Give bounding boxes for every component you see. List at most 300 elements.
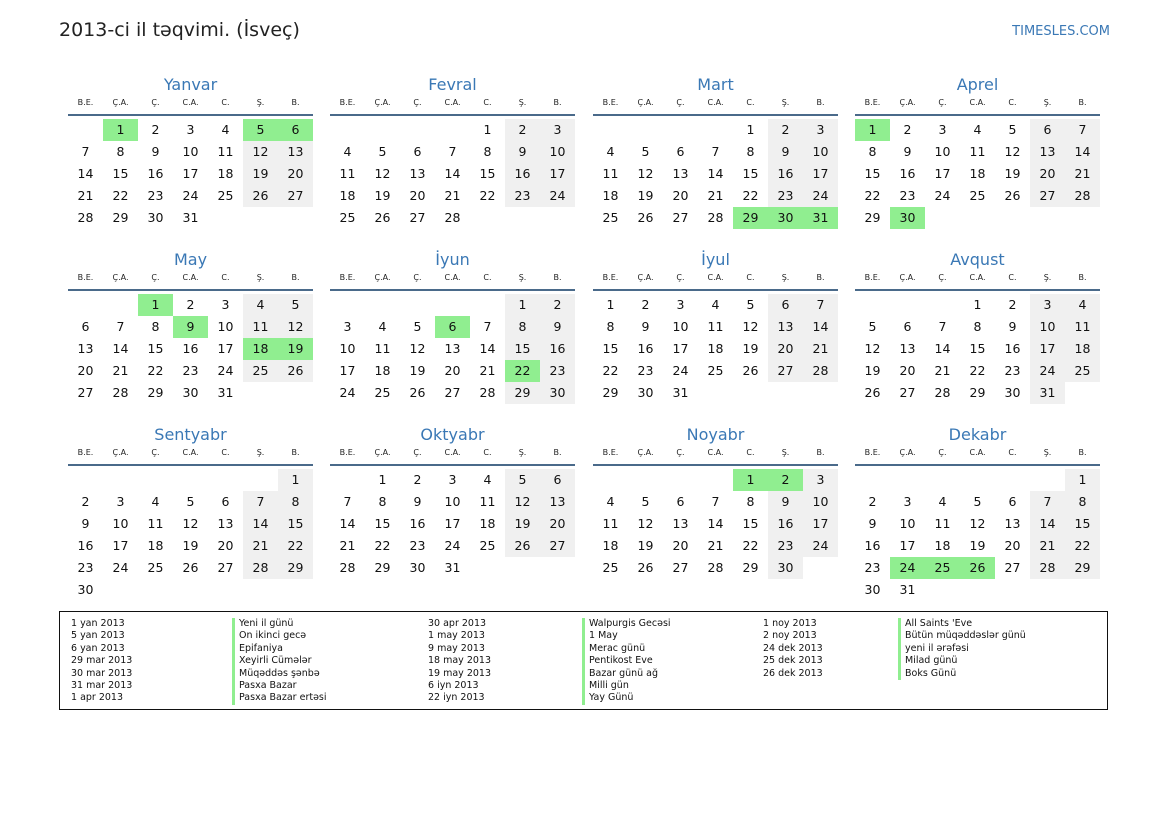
day-cell[interactable]: 8 [483, 144, 492, 159]
day-cell[interactable]: 24 [339, 385, 356, 400]
day-cell[interactable]: 2 [413, 472, 422, 487]
day-cell[interactable]: 14 [112, 341, 129, 356]
day-cell[interactable]: 23 [505, 185, 540, 207]
day-cell[interactable]: 14 [77, 166, 94, 181]
day-cell[interactable]: 26 [637, 210, 654, 225]
day-cell[interactable]: 20 [217, 538, 234, 553]
day-cell[interactable]: 12 [742, 319, 759, 334]
day-cell[interactable]: 27 [444, 385, 461, 400]
day-cell[interactable]: 24 [890, 557, 925, 579]
day-cell[interactable]: 12 [278, 316, 313, 338]
day-cell[interactable]: 2 [505, 119, 540, 141]
day-cell[interactable]: 13 [77, 341, 94, 356]
day-cell[interactable]: 28 [707, 210, 724, 225]
day-cell[interactable]: 1 [746, 122, 755, 137]
day-cell[interactable]: 25 [217, 188, 234, 203]
day-cell[interactable]: 2 [768, 469, 803, 491]
day-cell[interactable]: 21 [243, 535, 278, 557]
day-cell[interactable]: 17 [672, 341, 689, 356]
day-cell[interactable]: 18 [243, 338, 278, 360]
day-cell[interactable]: 1 [505, 294, 540, 316]
day-cell[interactable]: 26 [742, 363, 759, 378]
day-cell[interactable]: 5 [505, 469, 540, 491]
day-cell[interactable]: 29 [1065, 557, 1100, 579]
day-cell[interactable]: 30 [768, 557, 803, 579]
day-cell[interactable]: 30 [409, 560, 426, 575]
day-cell[interactable]: 17 [112, 538, 129, 553]
day-cell[interactable]: 25 [925, 557, 960, 579]
day-cell[interactable]: 18 [479, 516, 496, 531]
day-cell[interactable]: 20 [672, 538, 689, 553]
day-cell[interactable]: 28 [112, 385, 129, 400]
day-cell[interactable]: 20 [278, 163, 313, 185]
day-cell[interactable]: 5 [186, 494, 195, 509]
day-cell[interactable]: 12 [637, 166, 654, 181]
day-cell[interactable]: 19 [969, 538, 986, 553]
day-cell[interactable]: 17 [1030, 338, 1065, 360]
day-cell[interactable]: 17 [182, 166, 199, 181]
day-cell[interactable]: 8 [116, 144, 125, 159]
day-cell[interactable]: 28 [444, 210, 461, 225]
day-cell[interactable]: 26 [409, 385, 426, 400]
day-cell[interactable]: 17 [540, 163, 575, 185]
day-cell[interactable]: 19 [278, 338, 313, 360]
day-cell[interactable]: 21 [1065, 163, 1100, 185]
day-cell[interactable]: 29 [864, 210, 881, 225]
day-cell[interactable]: 17 [444, 516, 461, 531]
day-cell[interactable]: 6 [278, 119, 313, 141]
day-cell[interactable]: 27 [278, 185, 313, 207]
day-cell[interactable]: 24 [672, 363, 689, 378]
day-cell[interactable]: 24 [934, 188, 951, 203]
day-cell[interactable]: 15 [278, 513, 313, 535]
day-cell[interactable]: 21 [707, 538, 724, 553]
day-cell[interactable]: 2 [768, 119, 803, 141]
day-cell[interactable]: 26 [864, 385, 881, 400]
day-cell[interactable]: 4 [378, 319, 387, 334]
day-cell[interactable]: 30 [864, 582, 881, 597]
day-cell[interactable]: 11 [602, 166, 619, 181]
day-cell[interactable]: 22 [602, 363, 619, 378]
day-cell[interactable]: 1 [103, 119, 138, 141]
day-cell[interactable]: 26 [374, 210, 391, 225]
day-cell[interactable]: 19 [374, 188, 391, 203]
day-cell[interactable]: 5 [278, 294, 313, 316]
day-cell[interactable]: 18 [217, 166, 234, 181]
day-cell[interactable]: 15 [374, 516, 391, 531]
day-cell[interactable]: 30 [1004, 385, 1021, 400]
day-cell[interactable]: 1 [973, 297, 982, 312]
day-cell[interactable]: 10 [540, 141, 575, 163]
day-cell[interactable]: 20 [672, 188, 689, 203]
day-cell[interactable]: 23 [899, 188, 916, 203]
day-cell[interactable]: 31 [672, 385, 689, 400]
day-cell[interactable]: 27 [409, 210, 426, 225]
day-cell[interactable]: 29 [278, 557, 313, 579]
day-cell[interactable]: 7 [448, 144, 457, 159]
day-cell[interactable]: 4 [221, 122, 230, 137]
day-cell[interactable]: 28 [339, 560, 356, 575]
day-cell[interactable]: 4 [1065, 294, 1100, 316]
day-cell[interactable]: 25 [969, 188, 986, 203]
day-cell[interactable]: 16 [768, 513, 803, 535]
day-cell[interactable]: 20 [409, 188, 426, 203]
day-cell[interactable]: 3 [938, 122, 947, 137]
day-cell[interactable]: 6 [221, 494, 230, 509]
brand-link[interactable]: TIMESLES.COM [1012, 24, 1110, 39]
day-cell[interactable]: 30 [540, 382, 575, 404]
day-cell[interactable]: 5 [868, 319, 877, 334]
day-cell[interactable]: 7 [1065, 119, 1100, 141]
day-cell[interactable]: 17 [339, 363, 356, 378]
day-cell[interactable]: 23 [77, 560, 94, 575]
day-cell[interactable]: 22 [742, 538, 759, 553]
day-cell[interactable]: 7 [711, 494, 720, 509]
day-cell[interactable]: 27 [217, 560, 234, 575]
day-cell[interactable]: 18 [1065, 338, 1100, 360]
day-cell[interactable]: 14 [479, 341, 496, 356]
day-cell[interactable]: 18 [147, 538, 164, 553]
day-cell[interactable]: 3 [803, 469, 838, 491]
day-cell[interactable]: 12 [864, 341, 881, 356]
day-cell[interactable]: 23 [637, 363, 654, 378]
day-cell[interactable]: 11 [243, 316, 278, 338]
day-cell[interactable]: 7 [81, 144, 90, 159]
day-cell[interactable]: 25 [339, 210, 356, 225]
day-cell[interactable]: 24 [803, 535, 838, 557]
day-cell[interactable]: 31 [182, 210, 199, 225]
day-cell[interactable]: 26 [278, 360, 313, 382]
day-cell[interactable]: 16 [147, 166, 164, 181]
day-cell[interactable]: 11 [479, 494, 496, 509]
day-cell[interactable]: 4 [711, 297, 720, 312]
day-cell[interactable]: 5 [641, 144, 650, 159]
day-cell[interactable]: 28 [243, 557, 278, 579]
day-cell[interactable]: 17 [934, 166, 951, 181]
day-cell[interactable]: 6 [768, 294, 803, 316]
day-cell[interactable]: 21 [934, 363, 951, 378]
day-cell[interactable]: 28 [1030, 557, 1065, 579]
day-cell[interactable]: 27 [77, 385, 94, 400]
day-cell[interactable]: 12 [182, 516, 199, 531]
day-cell[interactable]: 24 [112, 560, 129, 575]
day-cell[interactable]: 6 [676, 144, 685, 159]
day-cell[interactable]: 27 [899, 385, 916, 400]
day-cell[interactable]: 24 [1030, 360, 1065, 382]
day-cell[interactable]: 25 [602, 210, 619, 225]
day-cell[interactable]: 22 [479, 188, 496, 203]
day-cell[interactable]: 9 [413, 494, 422, 509]
day-cell[interactable]: 15 [147, 341, 164, 356]
day-cell[interactable]: 30 [182, 385, 199, 400]
day-cell[interactable]: 28 [77, 210, 94, 225]
day-cell[interactable]: 22 [742, 188, 759, 203]
day-cell[interactable]: 11 [969, 144, 986, 159]
day-cell[interactable]: 10 [1030, 316, 1065, 338]
day-cell[interactable]: 7 [243, 491, 278, 513]
day-cell[interactable]: 29 [505, 382, 540, 404]
day-cell[interactable]: 6 [1030, 119, 1065, 141]
day-cell[interactable]: 2 [81, 494, 90, 509]
day-cell[interactable]: 30 [890, 207, 925, 229]
day-cell[interactable]: 20 [1030, 163, 1065, 185]
day-cell[interactable]: 17 [803, 163, 838, 185]
day-cell[interactable]: 14 [934, 341, 951, 356]
day-cell[interactable]: 23 [768, 185, 803, 207]
day-cell[interactable]: 31 [217, 385, 234, 400]
day-cell[interactable]: 23 [147, 188, 164, 203]
day-cell[interactable]: 31 [1030, 382, 1065, 404]
day-cell[interactable]: 16 [505, 163, 540, 185]
day-cell[interactable]: 29 [733, 207, 768, 229]
day-cell[interactable]: 23 [768, 535, 803, 557]
day-cell[interactable]: 13 [217, 516, 234, 531]
day-cell[interactable]: 15 [742, 516, 759, 531]
day-cell[interactable]: 24 [444, 538, 461, 553]
day-cell[interactable]: 4 [973, 122, 982, 137]
day-cell[interactable]: 6 [413, 144, 422, 159]
day-cell[interactable]: 7 [483, 319, 492, 334]
day-cell[interactable]: 18 [339, 188, 356, 203]
day-cell[interactable]: 22 [864, 188, 881, 203]
day-cell[interactable]: 28 [803, 360, 838, 382]
day-cell[interactable]: 13 [540, 491, 575, 513]
day-cell[interactable]: 9 [151, 144, 160, 159]
day-cell[interactable]: 27 [672, 560, 689, 575]
day-cell[interactable]: 14 [444, 166, 461, 181]
day-cell[interactable]: 25 [243, 360, 278, 382]
day-cell[interactable]: 8 [606, 319, 615, 334]
day-cell[interactable]: 21 [803, 338, 838, 360]
day-cell[interactable]: 23 [409, 538, 426, 553]
day-cell[interactable]: 7 [711, 144, 720, 159]
day-cell[interactable]: 11 [374, 341, 391, 356]
day-cell[interactable]: 13 [768, 316, 803, 338]
day-cell[interactable]: 23 [1004, 363, 1021, 378]
day-cell[interactable]: 30 [768, 207, 803, 229]
day-cell[interactable]: 14 [339, 516, 356, 531]
day-cell[interactable]: 23 [864, 560, 881, 575]
day-cell[interactable]: 19 [742, 341, 759, 356]
day-cell[interactable]: 2 [868, 494, 877, 509]
day-cell[interactable]: 28 [1065, 185, 1100, 207]
day-cell[interactable]: 8 [378, 494, 387, 509]
day-cell[interactable]: 13 [899, 341, 916, 356]
day-cell[interactable]: 19 [864, 363, 881, 378]
day-cell[interactable]: 8 [973, 319, 982, 334]
day-cell[interactable]: 9 [540, 316, 575, 338]
day-cell[interactable]: 13 [1030, 141, 1065, 163]
day-cell[interactable]: 25 [707, 363, 724, 378]
day-cell[interactable]: 23 [182, 363, 199, 378]
day-cell[interactable]: 12 [243, 141, 278, 163]
day-cell[interactable]: 21 [444, 188, 461, 203]
day-cell[interactable]: 11 [339, 166, 356, 181]
day-cell[interactable]: 9 [173, 316, 208, 338]
day-cell[interactable]: 3 [676, 297, 685, 312]
day-cell[interactable]: 18 [374, 363, 391, 378]
day-cell[interactable]: 20 [768, 338, 803, 360]
day-cell[interactable]: 27 [540, 535, 575, 557]
day-cell[interactable]: 16 [182, 341, 199, 356]
day-cell[interactable]: 6 [81, 319, 90, 334]
day-cell[interactable]: 13 [278, 141, 313, 163]
day-cell[interactable]: 15 [112, 166, 129, 181]
day-cell[interactable]: 21 [77, 188, 94, 203]
day-cell[interactable]: 10 [899, 516, 916, 531]
day-cell[interactable]: 5 [243, 119, 278, 141]
day-cell[interactable]: 25 [602, 560, 619, 575]
day-cell[interactable]: 20 [540, 513, 575, 535]
day-cell[interactable]: 12 [1004, 144, 1021, 159]
day-cell[interactable]: 7 [803, 294, 838, 316]
day-cell[interactable]: 10 [444, 494, 461, 509]
day-cell[interactable]: 4 [606, 144, 615, 159]
day-cell[interactable]: 5 [973, 494, 982, 509]
day-cell[interactable]: 14 [243, 513, 278, 535]
day-cell[interactable]: 15 [864, 166, 881, 181]
day-cell[interactable]: 25 [1065, 360, 1100, 382]
day-cell[interactable]: 11 [147, 516, 164, 531]
day-cell[interactable]: 6 [540, 469, 575, 491]
day-cell[interactable]: 2 [641, 297, 650, 312]
day-cell[interactable]: 9 [768, 141, 803, 163]
day-cell[interactable]: 21 [1030, 535, 1065, 557]
day-cell[interactable]: 12 [505, 491, 540, 513]
day-cell[interactable]: 28 [479, 385, 496, 400]
day-cell[interactable]: 1 [606, 297, 615, 312]
day-cell[interactable]: 8 [151, 319, 160, 334]
day-cell[interactable]: 3 [116, 494, 125, 509]
day-cell[interactable]: 26 [182, 560, 199, 575]
day-cell[interactable]: 26 [960, 557, 995, 579]
day-cell[interactable]: 11 [707, 319, 724, 334]
day-cell[interactable]: 5 [413, 319, 422, 334]
day-cell[interactable]: 18 [602, 188, 619, 203]
day-cell[interactable]: 24 [540, 185, 575, 207]
day-cell[interactable]: 21 [479, 363, 496, 378]
day-cell[interactable]: 5 [641, 494, 650, 509]
day-cell[interactable]: 4 [151, 494, 160, 509]
day-cell[interactable]: 8 [1065, 491, 1100, 513]
day-cell[interactable]: 8 [868, 144, 877, 159]
day-cell[interactable]: 9 [903, 144, 912, 159]
day-cell[interactable]: 27 [672, 210, 689, 225]
day-cell[interactable]: 7 [938, 319, 947, 334]
day-cell[interactable]: 2 [903, 122, 912, 137]
day-cell[interactable]: 26 [243, 185, 278, 207]
day-cell[interactable]: 6 [903, 319, 912, 334]
day-cell[interactable]: 14 [1065, 141, 1100, 163]
day-cell[interactable]: 22 [278, 535, 313, 557]
day-cell[interactable]: 17 [803, 513, 838, 535]
day-cell[interactable]: 15 [602, 341, 619, 356]
day-cell[interactable]: 3 [1030, 294, 1065, 316]
day-cell[interactable]: 9 [81, 516, 90, 531]
day-cell[interactable]: 17 [217, 341, 234, 356]
day-cell[interactable]: 22 [112, 188, 129, 203]
day-cell[interactable]: 11 [934, 516, 951, 531]
day-cell[interactable]: 8 [505, 316, 540, 338]
day-cell[interactable]: 12 [374, 166, 391, 181]
day-cell[interactable]: 30 [147, 210, 164, 225]
day-cell[interactable]: 22 [969, 363, 986, 378]
day-cell[interactable]: 1 [378, 472, 387, 487]
day-cell[interactable]: 27 [768, 360, 803, 382]
day-cell[interactable]: 3 [540, 119, 575, 141]
day-cell[interactable]: 9 [768, 491, 803, 513]
day-cell[interactable]: 9 [641, 319, 650, 334]
day-cell[interactable]: 9 [868, 516, 877, 531]
day-cell[interactable]: 18 [707, 341, 724, 356]
day-cell[interactable]: 11 [602, 516, 619, 531]
day-cell[interactable]: 16 [1004, 341, 1021, 356]
day-cell[interactable]: 5 [746, 297, 755, 312]
day-cell[interactable]: 3 [186, 122, 195, 137]
day-cell[interactable]: 14 [1030, 513, 1065, 535]
day-cell[interactable]: 1 [483, 122, 492, 137]
day-cell[interactable]: 22 [147, 363, 164, 378]
day-cell[interactable]: 12 [409, 341, 426, 356]
day-cell[interactable]: 2 [151, 122, 160, 137]
day-cell[interactable]: 18 [934, 538, 951, 553]
day-cell[interactable]: 11 [1065, 316, 1100, 338]
day-cell[interactable]: 7 [1030, 491, 1065, 513]
day-cell[interactable]: 10 [339, 341, 356, 356]
day-cell[interactable]: 22 [505, 360, 540, 382]
day-cell[interactable]: 21 [707, 188, 724, 203]
day-cell[interactable]: 5 [1008, 122, 1017, 137]
day-cell[interactable]: 15 [505, 338, 540, 360]
day-cell[interactable]: 31 [899, 582, 916, 597]
day-cell[interactable]: 13 [444, 341, 461, 356]
day-cell[interactable]: 19 [505, 513, 540, 535]
day-cell[interactable]: 16 [409, 516, 426, 531]
day-cell[interactable]: 10 [112, 516, 129, 531]
day-cell[interactable]: 26 [1004, 188, 1021, 203]
day-cell[interactable]: 3 [343, 319, 352, 334]
day-cell[interactable]: 14 [707, 166, 724, 181]
day-cell[interactable]: 29 [374, 560, 391, 575]
day-cell[interactable]: 19 [637, 188, 654, 203]
day-cell[interactable]: 13 [1004, 516, 1021, 531]
day-cell[interactable]: 29 [742, 560, 759, 575]
day-cell[interactable]: 6 [1008, 494, 1017, 509]
day-cell[interactable]: 21 [339, 538, 356, 553]
day-cell[interactable]: 2 [1008, 297, 1017, 312]
day-cell[interactable]: 19 [637, 538, 654, 553]
day-cell[interactable]: 16 [637, 341, 654, 356]
day-cell[interactable]: 3 [803, 119, 838, 141]
day-cell[interactable]: 30 [637, 385, 654, 400]
day-cell[interactable]: 19 [409, 363, 426, 378]
day-cell[interactable]: 5 [378, 144, 387, 159]
day-cell[interactable]: 15 [742, 166, 759, 181]
day-cell[interactable]: 27 [1030, 185, 1065, 207]
day-cell[interactable]: 9 [505, 141, 540, 163]
day-cell[interactable]: 19 [1004, 166, 1021, 181]
day-cell[interactable]: 16 [77, 538, 94, 553]
day-cell[interactable]: 14 [803, 316, 838, 338]
day-cell[interactable]: 15 [969, 341, 986, 356]
day-cell[interactable]: 12 [637, 516, 654, 531]
day-cell[interactable]: 18 [602, 538, 619, 553]
day-cell[interactable]: 3 [448, 472, 457, 487]
day-cell[interactable]: 26 [505, 535, 540, 557]
day-cell[interactable]: 21 [112, 363, 129, 378]
day-cell[interactable]: 24 [803, 185, 838, 207]
day-cell[interactable]: 6 [676, 494, 685, 509]
